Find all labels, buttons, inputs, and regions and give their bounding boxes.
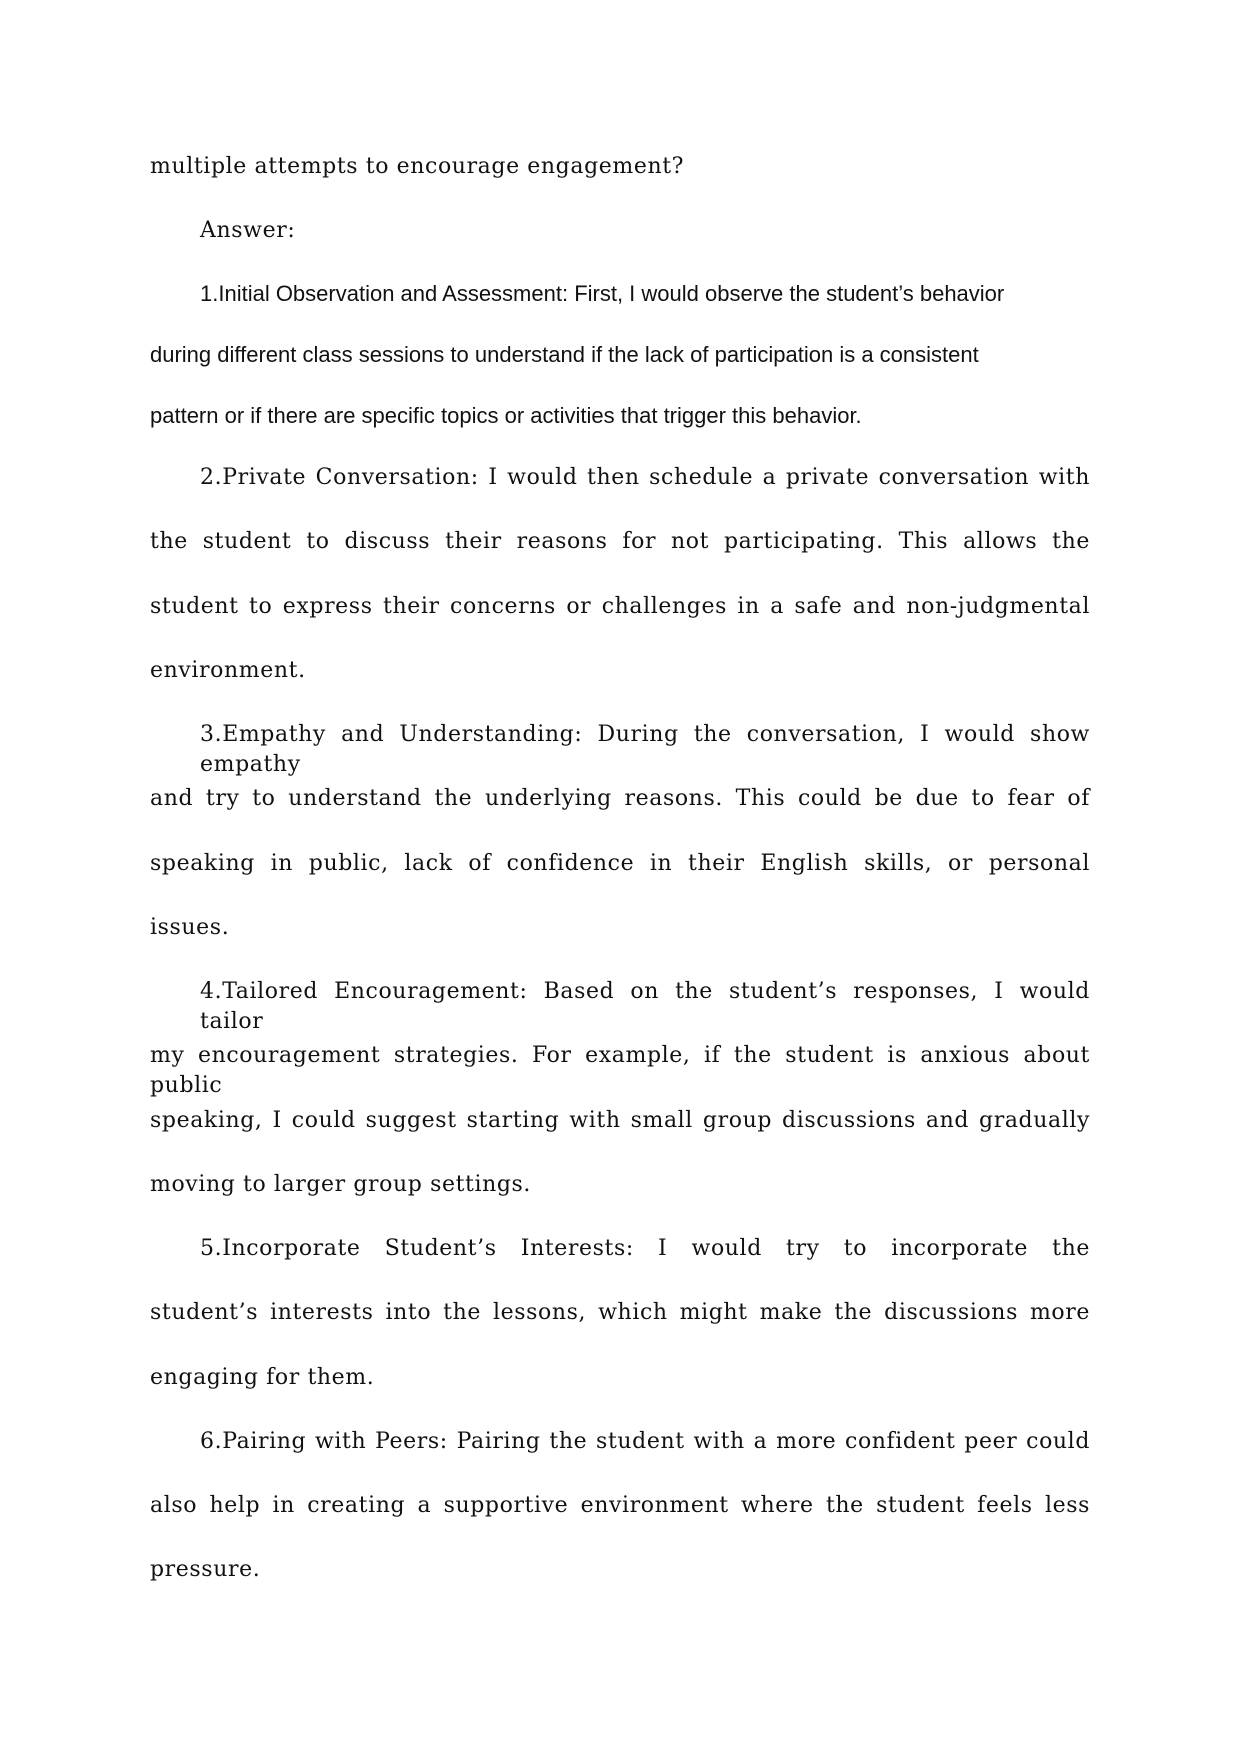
text-line: also help in creating a supportive environment where the student feels less <box>150 1493 1090 1518</box>
answer-label: Answer: <box>200 218 296 243</box>
text-line: pattern or if there are specific topics or activities that trigger this behavior. <box>150 403 862 428</box>
text-line: pressure. <box>150 1557 261 1582</box>
text-line: my encouragement strategies. For example, if the student is anxious about public <box>150 1043 1090 1098</box>
text-line: student’s interests into the lessons, which might make the discussions more <box>150 1300 1090 1325</box>
text-line: student to express their concerns or challenges in a safe and non-judgmental <box>150 594 1090 619</box>
text-line: during different class sessions to understand if the lack of participation is a consistent <box>150 342 979 367</box>
text-line: speaking, I could suggest starting with small group discussions and gradually <box>150 1108 1090 1133</box>
text-line: multiple attempts to encourage engagement? <box>150 154 685 179</box>
text-line: moving to larger group settings. <box>150 1172 532 1197</box>
text-line: environment. <box>150 658 306 683</box>
text-line: 2.Private Conversation: I would then schedule a private conversation with <box>200 465 1090 490</box>
text-line: 6.Pairing with Peers: Pairing the student with a more confident peer could <box>200 1429 1090 1454</box>
text-line: speaking in public, lack of confidence in their English skills, or personal <box>150 851 1090 876</box>
text-line: 4.Tailored Encouragement: Based on the student’s responses, I would tailor <box>200 979 1090 1034</box>
text-line: issues. <box>150 915 230 940</box>
text-line: and try to understand the underlying reasons. This could be due to fear of <box>150 786 1090 811</box>
text-line: the student to discuss their reasons for not participating. This allows the <box>150 529 1090 554</box>
text-line: 5.Incorporate Student’s Interests: I would try to incorporate the <box>200 1236 1090 1261</box>
text-line: 1.Initial Observation and Assessment: First, I would observe the student’s behavior <box>200 281 1005 306</box>
text-line: engaging for them. <box>150 1365 375 1390</box>
text-line: 3.Empathy and Understanding: During the conversation, I would show empathy <box>200 722 1090 777</box>
